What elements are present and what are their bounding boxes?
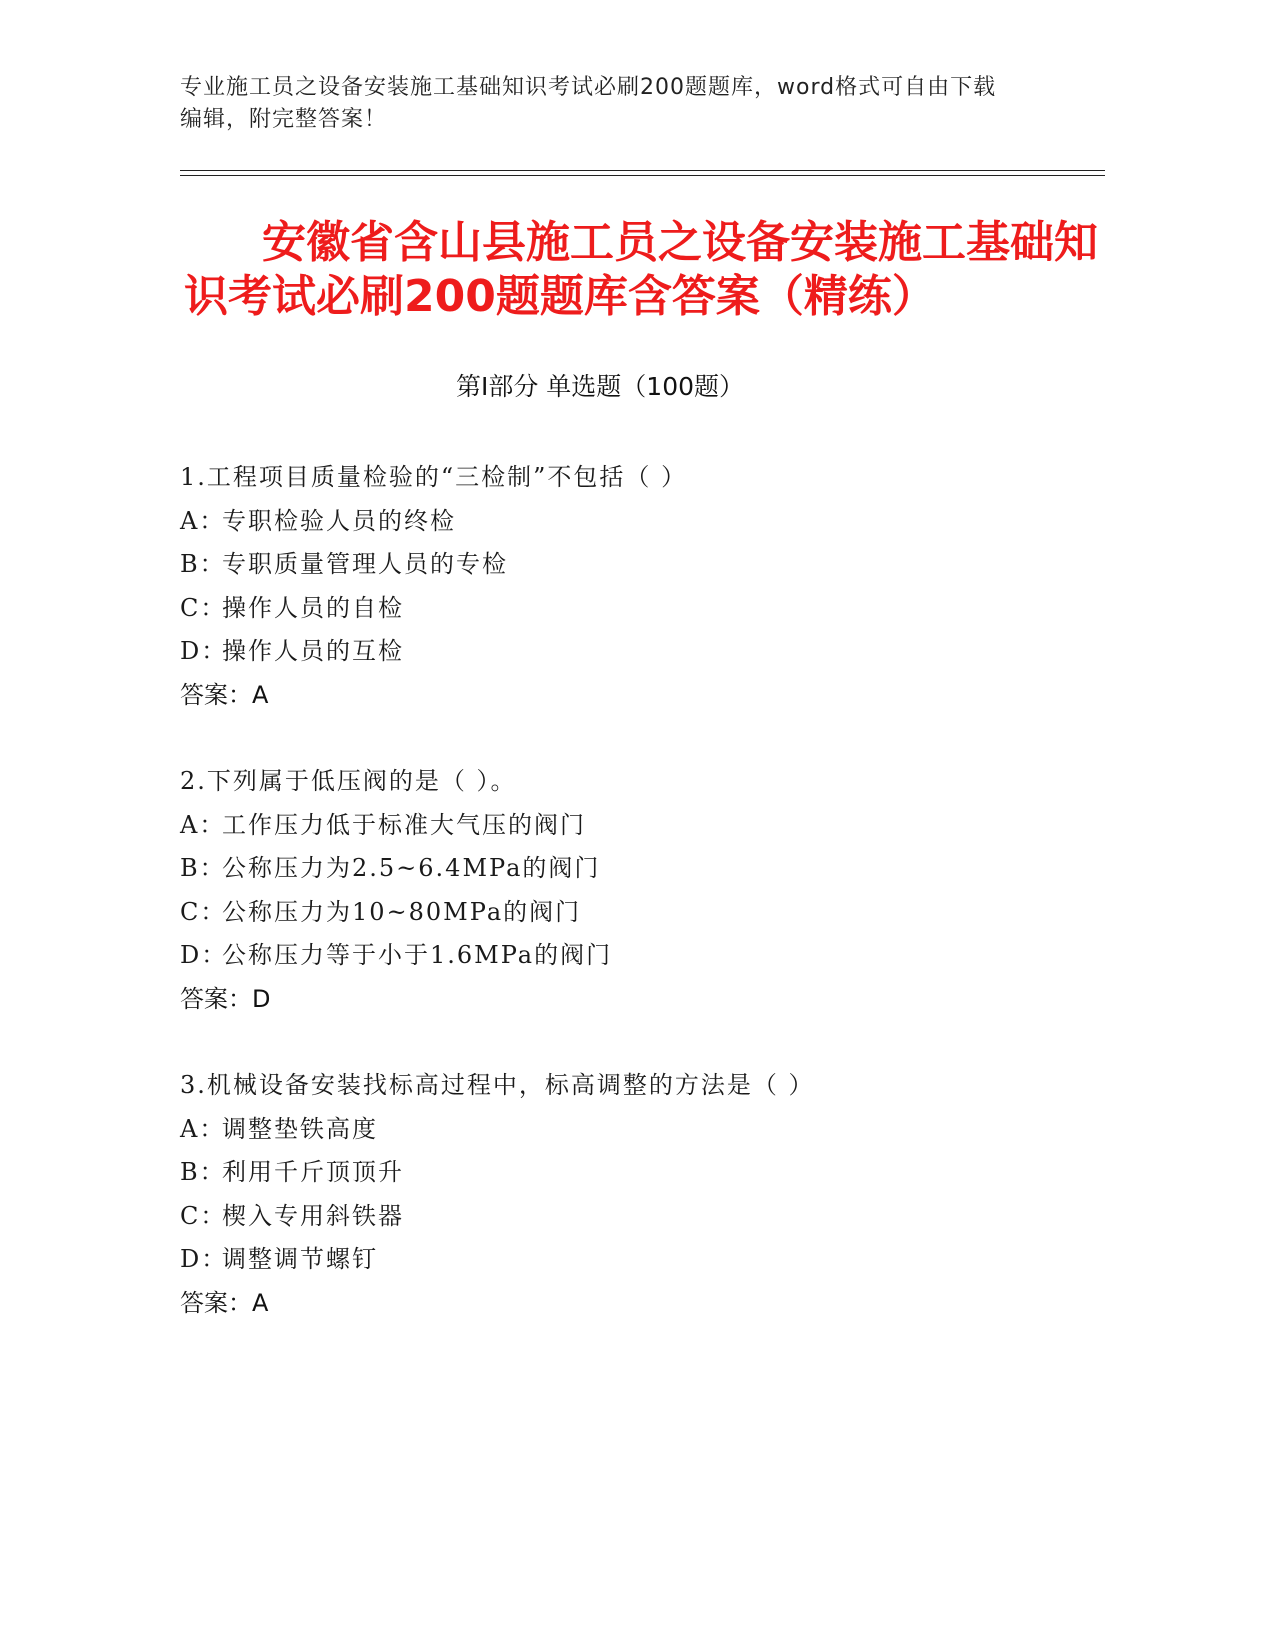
document-title-line-1: 安徽省含山县施工员之设备安装施工基础知 [262, 217, 1098, 268]
question-item [180, 456, 1080, 717]
option-key: C： [180, 897, 227, 926]
option-key: A： [180, 506, 226, 535]
question-item [180, 1064, 1080, 1325]
header-divider-bottom [180, 175, 1105, 176]
header-note-line-2: 编辑，附完整答案！ [180, 107, 388, 132]
option-text: 利用千斤顶顶升 [222, 1158, 404, 1186]
question-stem: 1.工程项目质量检验的“三检制”不包括（ ） [180, 463, 688, 491]
question-option [180, 1108, 1080, 1152]
option-key: A： [180, 1114, 226, 1143]
option-key: C： [180, 593, 227, 622]
document-title [180, 216, 1180, 324]
question-answer: 答案：A [180, 680, 269, 709]
question-option [180, 847, 1080, 891]
question-option [180, 543, 1080, 587]
option-text: 楔入专用斜铁器 [222, 1201, 404, 1230]
option-text: 公称压力为2.5~6.4MPa的阀门 [222, 854, 601, 882]
question-list [180, 456, 1080, 1368]
question-option [180, 500, 1080, 544]
option-text: 调整调节螺钉 [222, 1245, 378, 1273]
question-answer: 答案：A [180, 1288, 269, 1317]
document-title-line-2: 识考试必刷200题题库含答案（精练） [184, 271, 936, 322]
option-key: B： [180, 854, 226, 882]
question-item [180, 760, 1080, 1021]
question-option [180, 1151, 1080, 1195]
option-key: B： [180, 1158, 226, 1186]
option-key: D： [180, 1245, 228, 1273]
header-note-line-1: 专业施工员之设备安装施工基础知识考试必刷200题题库，word格式可自由下载 [180, 75, 997, 100]
question-option [180, 1195, 1080, 1239]
section-heading: 第Ⅰ部分 单选题（100题） [455, 372, 745, 401]
option-text: 工作压力低于标准大气压的阀门 [222, 810, 586, 839]
question-option [180, 587, 1080, 631]
option-text: 调整垫铁高度 [222, 1114, 378, 1143]
question-option [180, 934, 1080, 978]
option-key: D： [180, 637, 228, 665]
option-text: 操作人员的互检 [222, 637, 404, 665]
option-key: A： [180, 810, 226, 839]
header-note [180, 72, 1060, 136]
option-text: 操作人员的自检 [222, 593, 404, 622]
option-key: B： [180, 550, 226, 578]
option-key: C： [180, 1201, 227, 1230]
question-option [180, 630, 1080, 674]
option-text: 公称压力等于小于1.6MPa的阀门 [222, 941, 613, 969]
question-stem: 3.机械设备安装找标高过程中，标高调整的方法是（ ） [180, 1071, 815, 1099]
question-answer: 答案：D [180, 984, 271, 1013]
option-text: 公称压力为10~80MPa的阀门 [222, 897, 582, 926]
question-option [180, 1238, 1080, 1282]
option-text: 专职检验人员的终检 [222, 506, 456, 535]
question-option [180, 804, 1080, 848]
option-text: 专职质量管理人员的专检 [222, 550, 508, 578]
header-divider-top [180, 170, 1105, 171]
option-key: D： [180, 941, 228, 969]
question-option [180, 891, 1080, 935]
question-stem: 2.下列属于低压阀的是（ ）。 [180, 767, 517, 795]
